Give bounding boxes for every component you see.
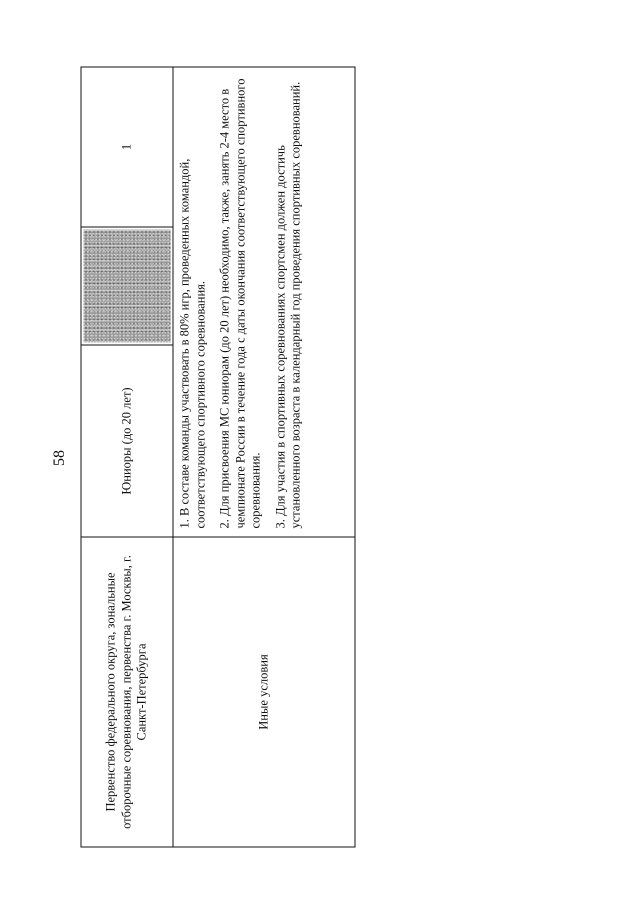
competition-cell: Первенство федерального округа, зональные отборочные соревнования, первенства г. Москвы, г. Санкт-Петербурга xyxy=(81,536,173,846)
requirements-table-frame xyxy=(80,66,355,847)
redaction-noise-image xyxy=(83,229,170,342)
condition-item: 1. В составе команды участвовать в 80% игр, проведенных командой, соответствующего спортивного соревнования. xyxy=(177,158,207,528)
redacted-cell xyxy=(81,226,173,344)
age-group-cell: Юниоры (до 20 лет) xyxy=(81,344,173,536)
condition-item: 2. Для присвоения МС юниорам (до 20 лет) необходимо, также, занять 2-4 место в чемпионате России в течение года с даты окончания соответствующего спортивного соревнования. xyxy=(217,78,262,528)
page-number: 58 xyxy=(51,450,68,466)
count-cell: 1 xyxy=(81,67,173,226)
requirements-table xyxy=(80,66,355,847)
condition-item: 3. Для участия в спортивных соревнованиях спортсмен должен достичь установленного возраста в календарный год проведения спортивных соревнований. xyxy=(272,81,302,528)
other-conditions-label: Иные условия xyxy=(173,536,354,846)
other-conditions-text xyxy=(173,67,354,536)
